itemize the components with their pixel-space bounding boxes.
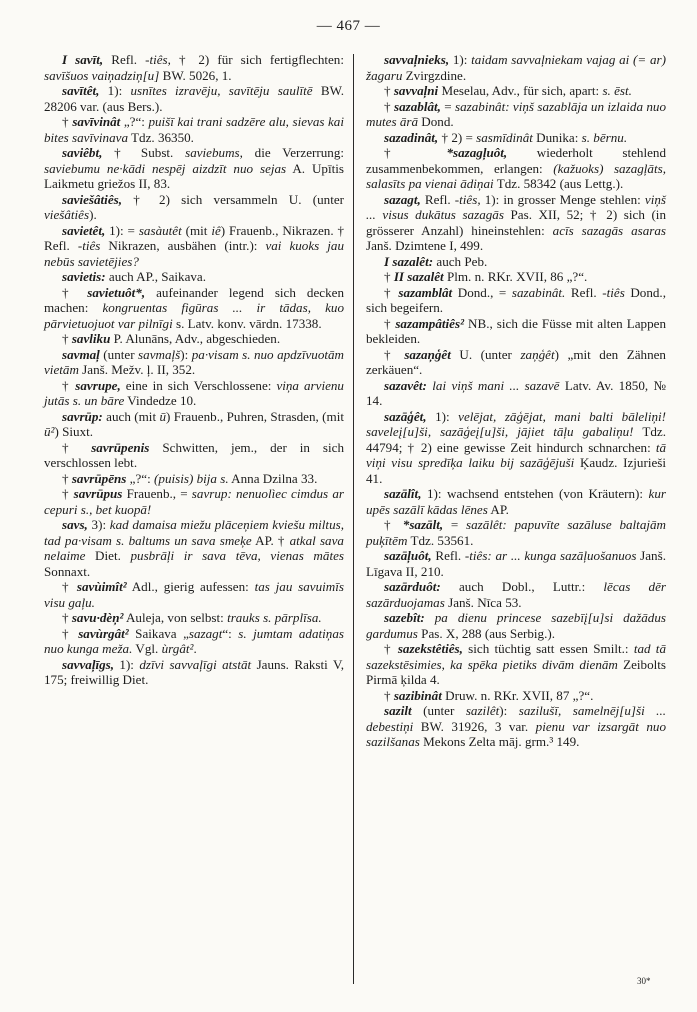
page-number: — 467 — <box>316 18 381 34</box>
dictionary-entry: saviêbt, † Subst. saviebums, die Verzerrung: saviebumu ne·kādi nespēj aizdzīt nuo sejas A. Upītis Laikmetu griežos II, 83. <box>44 145 345 191</box>
dictionary-entry: † savietuôt*, aufeinander legend sich decken machen: kongruentas figūras ... ir tādas, kuo pārvietuojuot var pilnīgi s. Latv. konv. vārdn. 17338. <box>44 284 344 331</box>
signature-mark: 30* <box>637 976 651 986</box>
left-column <box>44 52 344 688</box>
dictionary-entry: sazadinât, † 2) = sasmīdinât Dunika: s. bērnu. <box>384 129 628 145</box>
dictionary-entry: † savīvinât „?“: puišī kai trani sadzēre alu, sievas kai bites savīvinava Tdz. 36350. <box>44 114 344 145</box>
dictionary-entry: † savùimît² Adl., gierig aufessen: tas jau savuimīs visu gaļu. <box>44 579 344 610</box>
dictionary-entry: † *sazālt, = sazālêt: papuvīte sazāluse baltajām puķītēm Tdz. 53561. <box>366 517 667 548</box>
dictionary-entry: † sazekstêtiês, sich tüchtig satt essen Smilt.: tad tā sazekstēsimies, ka spēka pietiks divām dienām Zeibolts Pirmā ķilda 4. <box>366 641 666 687</box>
dictionary-entry: † sazamblât Dond., = sazabinât. Refl. -tiês Dond., sich begeifern. <box>366 284 666 315</box>
dictionary-entry: savrūp: auch (mit ū) Frauenb., Puhren, Strasden, (mit ū²) Siuxt. <box>44 408 344 439</box>
dictionary-entry: savvaļīgs, 1): dzīvi savvaļīgi atstāt Jauns. Raksti V, 175; freiwillig Diet. <box>44 656 344 687</box>
dictionary-entry: savietis: auch AP., Saikava. <box>62 269 207 284</box>
right-column <box>366 52 666 750</box>
dictionary-entry: sazālît, 1): wachsend entstehen (von Kräutern): kur upēs sazālī kādas lēnes AP. <box>366 486 666 517</box>
column-divider <box>353 54 354 984</box>
dictionary-entry: † sazablât, = sazabinât: viņš sazablāja un izlaida nuo mutes ārā Dond. <box>366 98 667 129</box>
dictionary-entry: † savvaļni Meselau, Adv., für sich, apart: s. ēst. <box>384 83 632 98</box>
dictionary-entry: † savu·dèņ² Auleja, von selbst: trauks s. pārplīsa. <box>62 610 322 625</box>
dictionary-entry: sazebît: pa dienu princese sazebīį[u]si dažādus gardumus Pas. X, 288 (aus Serbig.). <box>366 610 667 641</box>
dictionary-entry: saviešâtiês, † 2) sich versammeln U. (unter viešâtiês). <box>44 191 344 222</box>
dictionary-entry: † savùrgât² Saikava „sazagt“: s. jumtam adatiņas nuo kunga meža. Vgl. ùrgât². <box>44 625 344 656</box>
dictionary-entry: savs, 3): kad damaisa miežu plāceņiem kviešu miltus, tad pa·visam s. baltums un sava smeķe AP. † atkal sava nelaime Diet. pusbrāļi ir sava tēva, vienas mātes Sonnaxt. <box>44 517 344 579</box>
dictionary-entry: sazāļuôt, Refl. -tiês: ar ... kunga sazāļuošanuos Janš. Līgava II, 210. <box>366 548 666 579</box>
dictionary-entry: † savrupe, eine in sich Verschlossene: viņa arvienu jutās s. un bāre Vindedze 10. <box>44 377 344 408</box>
dictionary-entry: sazilt (unter sazilêt): sazilušī, samelnēj[u]ši ... debestiņi BW. 31926, 3 var. pienu var izsargāt nuo sazilšanas Mekons Zelta māj. grm.³ 149. <box>366 703 667 749</box>
dictionary-entry: † savrūpus Frauenb., = savrup: nenuolìec cimdus ar cepuri s., bet kuopā! <box>44 486 344 517</box>
dictionary-entry: † sazaņģêt U. (unter zaņģêt) „mit den Zähnen zerkäuen“. <box>366 346 666 377</box>
dictionary-entry: savvaļnieks, 1): taidam savvaļniekam vajag ai (= ar) žagaru Zvirgzdine. <box>366 52 666 83</box>
dictionary-entry: sazagt, Refl. -tiês, 1): in grosser Menge stehlen: viņš ... visus dukātus sazagās Pas. XII, 52; † 2) sich (in grösserer Anzahl) hineinstehlen: acīs sazagās asaras Janš. Dzimtene I, 499. <box>366 191 666 253</box>
dictionary-entry: I savīt, Refl. -tiês, † 2) für sich fertigflechten: savīšuos vaiņadziņ[u] BW. 5026, 1. <box>44 52 344 83</box>
dictionary-entry: sazāģêt, 1): velējat, zāģējat, mani balti bāleliņi! saveleį[u]ši, sazāģeį[u]ši, jājiet tāļu gabaliņu! Tdz. 44794; † 2) eine gewisse Zeit hindurch schnarchen: tā viņi visu spredīķa laiku bij sazāģējuši Ķaudz. Izjurieši 41. <box>366 408 667 486</box>
dictionary-entry: † savliku P. Alunāns, Adv., abgeschieden. <box>62 331 281 346</box>
dictionary-entry: † savrūpēns „?“: (puisis) bija s. Anna Dzilna 33. <box>62 470 318 486</box>
dictionary-entry: savītêt, 1): usnītes izravēju, savītēju saulītē BW. 28206 var. (aus Bers.). <box>44 83 344 114</box>
dictionary-entry: † sazibinât Druw. n. RKr. XVII, 87 „?“. <box>384 687 594 703</box>
dictionary-entry: † savrūpenis Schwitten, jem., der in sich verschlossen lebt. <box>44 439 344 470</box>
dictionary-entry: savmaļ (unter savmaļš): pa·visam s. nuo apdzīvuotām vietām Janš. Mežv. ļ. II, 352. <box>44 346 345 377</box>
dictionary-entry: † sazampâtiês² NB., sich die Füsse mit alten Lappen bekleiden. <box>366 315 666 346</box>
dictionary-entry: † *sazagļuôt, wiederholt stehlend zusammenbekommen, erlangen: (kažuoks) sazagļāts, salasīts pa vienai ādiņai Tdz. 58342 (aus Lettg.). <box>366 145 666 191</box>
dictionary-entry: savietêt, 1): = sasàutêt (mit iê) Frauenb., Nikrazen. † Refl. -tiês Nikrazen, ausbähen (intr.): vai kuoks jau nebūs savietējies? <box>44 222 345 269</box>
dictionary-entry: sazārduôt: auch Dobl., Luttr.: lēcas dēr sazārduojamas Janš. Nīca 53. <box>366 579 666 610</box>
dictionary-entry: † II sazalêt Plm. n. RKr. XVII, 86 „?“. <box>384 269 588 284</box>
dictionary-entry: I sazalêt: auch Peb. <box>384 253 488 269</box>
dictionary-entry: sazavêt: lai viņš mani ... sazavē Latv. Av. 1850, № 14. <box>366 377 666 408</box>
